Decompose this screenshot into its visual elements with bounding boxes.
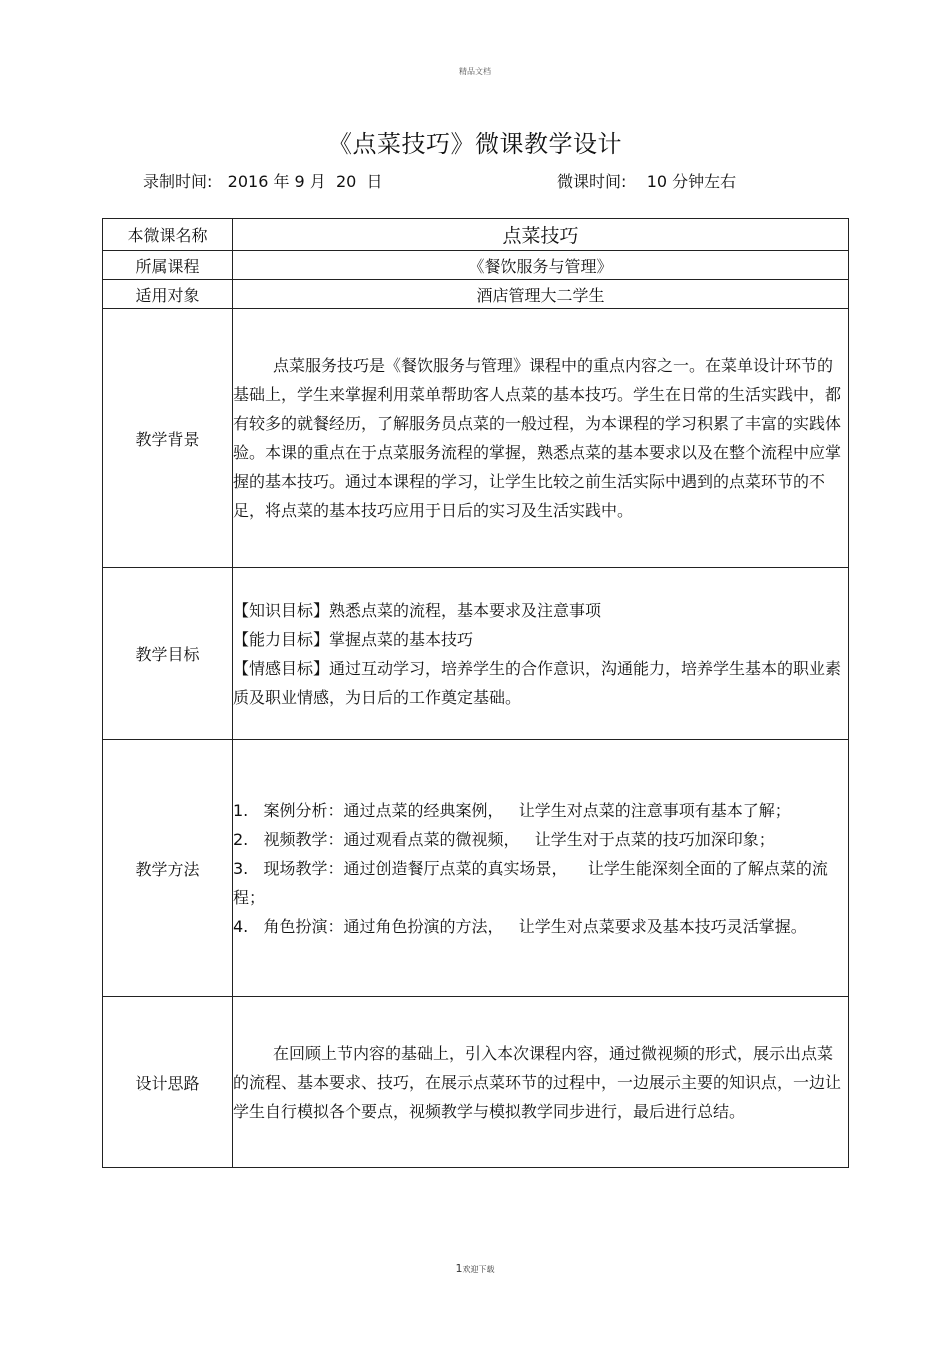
label-course-name: 本微课名称	[103, 219, 233, 251]
footer-text: 欢迎下载	[462, 1265, 495, 1274]
header-watermark: 精品文档	[459, 67, 491, 76]
value-audience: 酒店管理大二学生	[233, 280, 849, 309]
label-design: 设计思路	[103, 997, 233, 1168]
value-course-name: 点菜技巧	[233, 219, 849, 251]
method-video-teaching: 2. 视频教学：通过观看点菜的微视频， 让学生对于点菜的技巧加深印象；	[233, 829, 775, 849]
page-number: 1	[455, 1262, 463, 1275]
label-audience: 适用对象	[103, 280, 233, 309]
label-course: 所属课程	[103, 251, 233, 280]
label-methods: 教学方法	[103, 740, 233, 997]
objective-knowledge: 【知识目标】熟悉点菜的流程，基本要求及注意事项	[233, 600, 602, 620]
row-objectives	[103, 568, 849, 740]
objective-ability: 【能力目标】掌握点菜的基本技巧	[233, 629, 474, 649]
design-paragraph: 在回顾上节内容的基础上，引入本次课程内容，通过微视频的形式，展示出点菜的流程、基本要求、技巧，在展示点菜环节的过程中，一边展示主要的知识点，一边让学生自行模拟各个要点，视频教学与模拟教学同步进行，最后进行总结。	[233, 1043, 842, 1121]
background-paragraph: 点菜服务技巧是《餐饮服务与管理》课程中的重点内容之一。在菜单设计环节的基础上，学生来掌握利用菜单帮助客人点菜的基本技巧。学生在日常的生活实践中，都有较多的就餐经历，了解服务员点菜的一般过程，为本课程的学习积累了丰富的实践体验。本课的重点在于点菜服务流程的掌握，熟悉点菜的基本要求以及在整个流程中应掌握的基本技巧。通过本课程的学习，让学生比较之前生活实际中遇到的点菜环节的不足，将点菜的基本技巧应用于日后的实习及生活实践中。	[233, 356, 842, 520]
record-time: 录制时间: 2016 年 9 月 20 日	[143, 172, 383, 191]
method-onsite-teaching: 3. 现场教学：通过创造餐厅点菜的真实场景， 让学生能深刻全面的了解点菜的流程；	[233, 858, 828, 907]
content-design	[233, 997, 849, 1168]
value-course: 《餐饮服务与管理》	[233, 251, 849, 280]
course-duration: 微课时间: 10 分钟左右	[557, 172, 737, 191]
method-role-play: 4. 角色扮演：通过角色扮演的方法， 让学生对点菜要求及基本技巧灵活掌握。	[233, 916, 807, 936]
lesson-design-table	[102, 218, 849, 1168]
method-case-analysis: 1. 案例分析：通过点菜的经典案例， 让学生对点菜的注意事项有基本了解；	[233, 800, 791, 820]
content-background	[233, 309, 849, 568]
label-background: 教学背景	[103, 309, 233, 568]
content-methods	[233, 740, 849, 997]
row-design	[103, 997, 849, 1168]
row-course	[103, 251, 849, 280]
row-background	[103, 309, 849, 568]
row-methods	[103, 740, 849, 997]
row-audience	[103, 280, 849, 309]
row-course-name	[103, 219, 849, 251]
document-title: 《点菜技巧》微课教学设计	[328, 130, 622, 158]
label-objectives: 教学目标	[103, 568, 233, 740]
objective-emotion: 【情感目标】通过互动学习，培养学生的合作意识，沟通能力，培养学生基本的职业素质及职业情感，为日后的工作奠定基础。	[233, 658, 842, 707]
page-footer	[0, 1262, 950, 1275]
content-objectives	[233, 568, 849, 740]
